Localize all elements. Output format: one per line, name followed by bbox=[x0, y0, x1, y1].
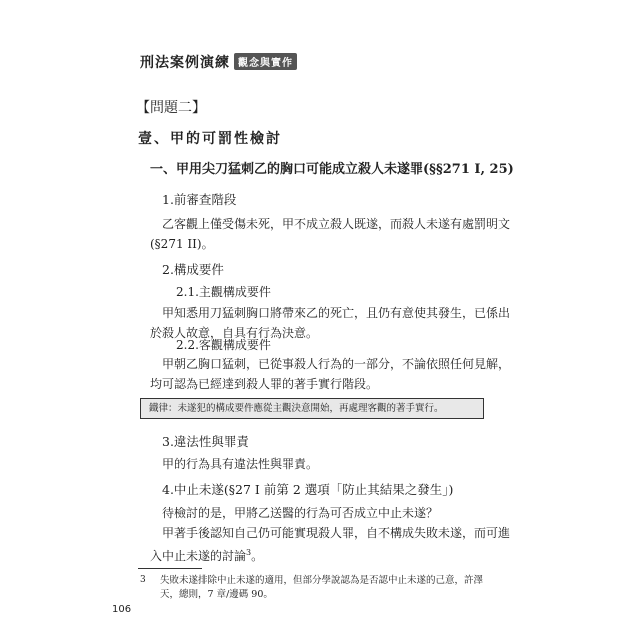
footnote-number: 3 bbox=[140, 575, 146, 585]
paragraph-pre-review bbox=[150, 214, 511, 254]
page-number: 106 bbox=[112, 604, 132, 615]
para-line: (§271 II)。 bbox=[150, 237, 214, 251]
paragraph-illegality: 甲的行為具有違法性與罪責。 bbox=[162, 457, 319, 471]
para-line: 待檢討的是，甲將乙送醫的行為可否成立中止未遂？ bbox=[162, 506, 439, 520]
footnote-divider bbox=[138, 568, 202, 569]
para-text: 入中止未遂的討論 bbox=[150, 549, 247, 563]
para-line bbox=[150, 543, 495, 566]
para-text: 。 bbox=[251, 549, 264, 563]
para-line: 甲著手後認知自己仍可能實現殺人罪，自不構成失敗未遂，而可進 bbox=[162, 526, 511, 540]
section-heading-1: 壹、甲的可罰性檢討 bbox=[138, 131, 282, 147]
heading-pre-review: 1.前審查階段 bbox=[162, 192, 237, 207]
header-title: 刑法案例演練 bbox=[140, 55, 230, 71]
section-heading-2: 一、甲用尖刀猛刺乙的胸口可能成立殺人未遂罪(§§271 I, 25) bbox=[150, 162, 514, 177]
key-point-box: 鐵律：未遂犯的構成要件應從主觀決意開始，再處理客觀的著手實行。 bbox=[140, 398, 484, 419]
para-line: 於殺人故意，自具有行為決意。 bbox=[150, 326, 319, 340]
running-header bbox=[140, 52, 297, 72]
heading-illegality: 3.違法性與罪責 bbox=[162, 434, 249, 449]
para-line: 乙客觀上僅受傷未死，甲不成立殺人既遂，而殺人未遂有處罰明文 bbox=[162, 217, 511, 231]
para-line: 均可認為已經達到殺人罪的著手實行階段。 bbox=[150, 377, 379, 391]
footnote-text: 失敗未遂排除中止未遂的適用，但部分學說認為是否認中止未遂的己意，許澤天，總則，7 章/邊碼 90。 bbox=[160, 575, 484, 600]
heading-elements: 2.構成要件 bbox=[162, 262, 224, 277]
para-line: 甲朝乙胸口猛刺，已從事殺人行為的一部分，不論依照任何見解， bbox=[162, 357, 511, 371]
heading-subjective: 2.1.主觀構成要件 bbox=[176, 285, 271, 299]
para-line: 甲知悉用刀猛刺胸口將帶來乙的死亡，且仍有意使其發生，已係出 bbox=[162, 306, 511, 320]
heading-objective: 2.2.客觀構成要件 bbox=[176, 338, 271, 352]
heading-abandonment: 4.中止未遂(§27 I 前第 2 選項「防止其結果之發生」) bbox=[162, 482, 454, 497]
problem-label: 【問題二】 bbox=[136, 100, 206, 116]
paragraph-abandonment bbox=[150, 503, 511, 566]
header-badge: 觀念與實作 bbox=[234, 53, 297, 70]
footnote-ref[interactable]: 3 bbox=[246, 548, 252, 557]
paragraph-objective bbox=[150, 354, 511, 394]
